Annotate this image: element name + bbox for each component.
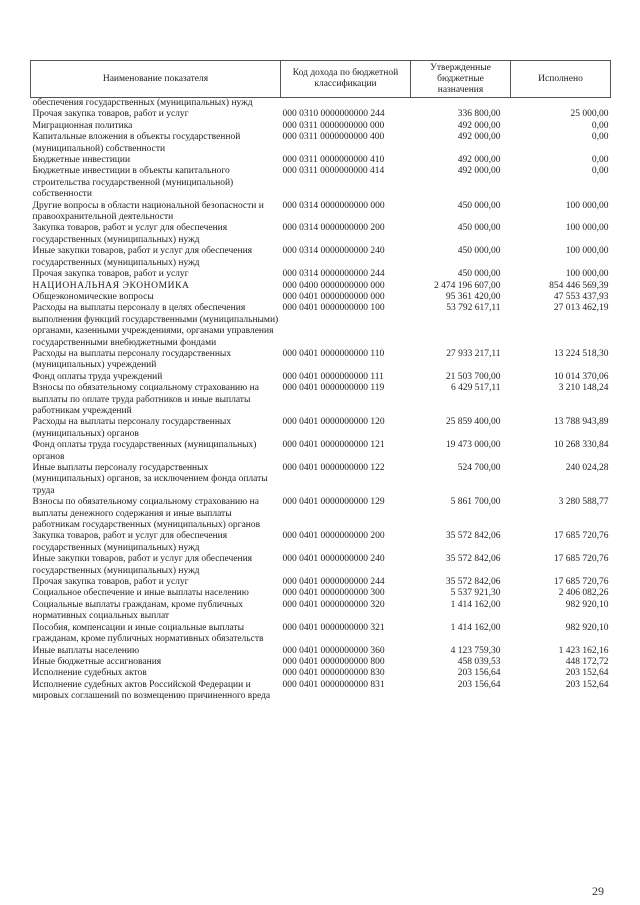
row-code-cell: 000 0401 0000000000 000 xyxy=(282,291,385,302)
table-row xyxy=(31,223,611,246)
header-classification-code: Код дохода по бюджетной классификации xyxy=(281,61,411,98)
row-code-cell: 000 0401 0000000000 244 xyxy=(282,577,385,588)
row-executed-cell: 982 920,10 xyxy=(565,599,609,610)
row-executed-cell: 17 685 720,76 xyxy=(553,577,609,588)
row-code-cell: 000 0401 0000000000 129 xyxy=(282,497,385,508)
row-name-cell: Бюджетные инвестиции в объекты капитального строительства государственной (муниципальной) собственности xyxy=(32,166,234,200)
page-number: 29 xyxy=(592,884,604,898)
row-name-cell: Иные выплаты населению xyxy=(32,645,140,656)
table-row xyxy=(31,577,611,588)
row-name-cell: Иные выплаты персоналу государственных (муниципальных) органов, за исключением фонда оплаты труда xyxy=(32,463,268,496)
row-executed-cell: 0,00 xyxy=(591,155,609,166)
row-approved-cell: 53 792 617,11 xyxy=(446,303,501,314)
row-name-cell: Прочая закупка товаров, работ и услуг xyxy=(32,109,189,120)
row-approved-cell: 458 039,53 xyxy=(457,656,501,667)
table-row xyxy=(31,246,611,269)
row-name-cell: Исполнение судебных актов xyxy=(32,668,147,679)
row-approved-cell: 203 156,64 xyxy=(457,679,501,690)
table-row xyxy=(31,554,611,577)
table-row xyxy=(31,680,611,703)
row-executed-cell: 3 210 148,24 xyxy=(558,383,609,394)
row-approved-cell: 336 800,00 xyxy=(457,109,501,120)
row-code-cell: 000 0401 0000000000 121 xyxy=(282,440,385,451)
table-row xyxy=(31,417,611,440)
row-executed-cell: 854 446 569,39 xyxy=(549,280,609,291)
row-name-cell: Закупка товаров, работ и услуг для обеспечения государственных (муниципальных) нужд xyxy=(32,223,228,245)
row-approved-cell xyxy=(411,98,511,110)
table-row xyxy=(31,155,611,166)
table-row xyxy=(31,588,611,599)
table-row xyxy=(31,600,611,623)
row-name-cell: Фонд оплаты труда учреждений xyxy=(32,371,163,382)
row-name-cell: Социальное обеспечение и иные выплаты населению xyxy=(32,588,249,599)
budget-execution-table xyxy=(30,60,611,703)
row-code-cell xyxy=(281,98,411,110)
row-code-cell: 000 0401 0000000000 830 xyxy=(282,668,385,679)
row-name-cell: Расходы на выплаты персоналу государственных (муниципальных) органов xyxy=(32,417,232,439)
row-executed-cell: 0,00 xyxy=(591,120,609,131)
row-executed-cell: 203 152,64 xyxy=(565,668,609,679)
row-approved-cell: 450 000,00 xyxy=(457,246,501,257)
header-approved-assignments: Утвержденные бюджетные назначения xyxy=(411,61,511,98)
row-executed-cell: 13 224 518,30 xyxy=(553,348,609,359)
table-row xyxy=(31,121,611,132)
table-row xyxy=(31,132,611,155)
row-code-cell: 000 0401 0000000000 240 xyxy=(282,554,385,565)
row-name-cell: Расходы на выплаты персоналу государственных (муниципальных) учреждений xyxy=(32,348,232,371)
row-name-cell: Прочая закупка товаров, работ и услуг xyxy=(32,577,189,588)
table-row xyxy=(31,109,611,120)
row-executed-cell: 2 406 082,26 xyxy=(558,588,609,599)
row-code-cell: 000 0314 0000000000 200 xyxy=(282,223,385,234)
row-code-cell: 000 0401 0000000000 122 xyxy=(282,463,385,473)
row-code-cell: 000 0311 0000000000 414 xyxy=(282,166,385,177)
row-executed-cell: 10 268 330,84 xyxy=(553,440,609,451)
row-code-cell: 000 0401 0000000000 200 xyxy=(282,531,385,542)
row-executed-cell: 203 152,64 xyxy=(565,679,609,690)
row-approved-cell: 4 123 759,30 xyxy=(450,645,501,656)
row-approved-cell: 27 933 217,11 xyxy=(446,348,501,359)
row-approved-cell: 35 572 842,06 xyxy=(445,554,501,565)
row-name-cell: Прочая закупка товаров, работ и услуг xyxy=(32,269,189,280)
row-name-cell: Другие вопросы в области национальной безопасности и правоохранительной деятельности xyxy=(32,200,264,223)
row-executed-cell: 17 685 720,76 xyxy=(553,554,609,565)
row-code-cell: 000 0401 0000000000 321 xyxy=(282,622,385,633)
row-executed-cell: 1 423 162,16 xyxy=(558,645,609,656)
row-name-cell: обеспечения государственных (муниципальных) нужд xyxy=(32,98,253,108)
row-approved-cell: 450 000,00 xyxy=(457,200,501,211)
row-name-cell: Иные закупки товаров, работ и услуг для обеспечения государственных (муниципальных) нужд xyxy=(32,554,253,576)
row-approved-cell: 35 572 842,06 xyxy=(445,531,501,542)
header-executed: Исполнено xyxy=(511,61,611,98)
table-row xyxy=(31,201,611,224)
row-executed-cell: 982 920,10 xyxy=(565,622,609,633)
row-code-cell: 000 0401 0000000000 320 xyxy=(282,599,385,610)
row-executed-cell: 100 000,00 xyxy=(565,269,609,280)
table-row xyxy=(31,166,611,200)
row-code-cell: 000 0401 0000000000 300 xyxy=(282,588,385,599)
row-name-cell: Бюджетные инвестиции xyxy=(32,155,131,166)
row-name-cell: Закупка товаров, работ и услуг для обеспечения государственных (муниципальных) нужд xyxy=(32,531,228,553)
table-row xyxy=(31,657,611,668)
table-row xyxy=(31,497,611,531)
row-name-cell: Пособия, компенсации и иные социальные выплаты гражданам, кроме публичных нормативных обязательств xyxy=(32,622,264,645)
table-row xyxy=(31,646,611,657)
row-code-cell: 000 0401 0000000000 119 xyxy=(282,383,385,394)
row-executed-cell xyxy=(511,98,611,110)
table-row xyxy=(31,292,611,303)
row-executed-cell: 100 000,00 xyxy=(565,246,609,257)
table-row xyxy=(31,269,611,280)
row-executed-cell: 0,00 xyxy=(591,132,609,143)
table-body xyxy=(31,98,611,703)
row-approved-cell: 1 414 162,00 xyxy=(450,599,501,610)
row-name-cell: Исполнение судебных актов Российской Федерации и мировых соглашений по возмещению причиненного вреда xyxy=(32,679,271,702)
row-approved-cell: 492 000,00 xyxy=(457,120,501,131)
table-row xyxy=(31,440,611,463)
row-name-cell: Иные закупки товаров, работ и услуг для обеспечения государственных (муниципальных) нужд xyxy=(32,246,253,268)
row-approved-cell: 450 000,00 xyxy=(457,269,501,280)
row-name-cell: Иные бюджетные ассигнования xyxy=(32,656,162,667)
row-executed-cell: 25 000,00 xyxy=(570,109,609,120)
row-approved-cell: 492 000,00 xyxy=(457,155,501,166)
row-code-cell: 000 0400 0000000000 000 xyxy=(282,280,385,291)
row-approved-cell: 492 000,00 xyxy=(457,132,501,143)
row-code-cell: 000 0311 0000000000 400 xyxy=(282,132,385,143)
row-code-cell: 000 0401 0000000000 100 xyxy=(282,303,385,314)
row-name-cell: Капитальные вложения в объекты государственной (муниципальной) собственности xyxy=(32,132,241,154)
row-approved-cell: 1 414 162,00 xyxy=(450,622,501,633)
table-row xyxy=(31,303,611,349)
table-row xyxy=(31,281,611,292)
row-approved-cell: 2 474 196 607,00 xyxy=(434,280,501,291)
table-header xyxy=(31,61,611,98)
row-name-cell: Взносы по обязательному социальному страхованию на выплаты по оплате труда работников и иные выплаты работникам учреждений xyxy=(32,383,259,416)
row-code-cell: 000 0401 0000000000 360 xyxy=(282,645,385,656)
row-name-cell: Фонд оплаты труда государственных (муниципальных) органов xyxy=(32,440,257,462)
row-name-cell: Миграционная политика xyxy=(32,120,133,131)
row-name-cell: Социальные выплаты гражданам, кроме публичных нормативных социальных выплат xyxy=(32,599,243,622)
table-row xyxy=(31,463,611,497)
table-row xyxy=(31,98,611,110)
row-code-cell: 000 0401 0000000000 111 xyxy=(282,371,384,382)
row-executed-cell: 47 553 437,93 xyxy=(553,291,609,302)
row-approved-cell: 19 473 000,00 xyxy=(445,440,501,451)
row-code-cell: 000 0314 0000000000 240 xyxy=(282,246,385,257)
row-code-cell: 000 0311 0000000000 000 xyxy=(282,120,385,131)
row-approved-cell: 6 429 517,11 xyxy=(450,383,501,394)
row-code-cell: 000 0401 0000000000 120 xyxy=(282,417,385,428)
row-approved-cell: 5 861 700,00 xyxy=(450,497,501,508)
row-name-cell: НАЦИОНАЛЬНАЯ ЭКОНОМИКА xyxy=(32,280,190,291)
table-row xyxy=(31,623,611,646)
header-indicator-name: Наименование показателя xyxy=(31,61,281,98)
row-executed-cell: 448 172,72 xyxy=(565,656,609,667)
row-approved-cell: 5 537 921,30 xyxy=(450,588,501,599)
table-row xyxy=(31,668,611,679)
table-row xyxy=(31,531,611,554)
row-executed-cell: 0,00 xyxy=(591,166,609,177)
row-executed-cell: 10 014 370,06 xyxy=(553,371,609,382)
row-approved-cell: 492 000,00 xyxy=(457,166,501,177)
row-code-cell: 000 0401 0000000000 800 xyxy=(282,656,385,667)
table-row xyxy=(31,349,611,372)
row-approved-cell: 21 503 700,00 xyxy=(445,371,501,382)
row-executed-cell: 240 024,28 xyxy=(565,463,609,473)
row-executed-cell: 17 685 720,76 xyxy=(553,531,609,542)
row-code-cell: 000 0401 0000000000 831 xyxy=(282,679,385,690)
table-row xyxy=(31,383,611,417)
row-code-cell: 000 0314 0000000000 000 xyxy=(282,200,385,211)
row-executed-cell: 100 000,00 xyxy=(565,200,609,211)
row-approved-cell: 95 361 420,00 xyxy=(445,291,501,302)
row-approved-cell: 25 859 400,00 xyxy=(445,417,501,428)
row-approved-cell: 524 700,00 xyxy=(457,463,501,473)
row-approved-cell: 450 000,00 xyxy=(457,223,501,234)
row-name-cell: Взносы по обязательному социальному страхованию на выплаты денежного содержания и иные выплаты работникам государственных (муниципальных) органов xyxy=(32,497,261,531)
row-code-cell: 000 0314 0000000000 244 xyxy=(282,269,385,280)
row-executed-cell: 27 013 462,19 xyxy=(553,303,609,314)
row-executed-cell: 3 280 588,77 xyxy=(558,497,609,508)
row-code-cell: 000 0401 0000000000 110 xyxy=(282,348,385,359)
row-name-cell: Общеэкономические вопросы xyxy=(32,291,154,302)
row-approved-cell: 203 156,64 xyxy=(457,668,501,679)
row-approved-cell: 35 572 842,06 xyxy=(445,577,501,588)
table-row xyxy=(31,372,611,383)
row-code-cell: 000 0311 0000000000 410 xyxy=(282,155,385,166)
row-executed-cell: 13 788 943,89 xyxy=(553,417,609,428)
row-executed-cell: 100 000,00 xyxy=(565,223,609,234)
row-name-cell: Расходы на выплаты персоналу в целях обеспечения выполнения функций государственными (муниципальными) органами, казенными учреждениями, органами управления государственными внебюджетными фондами xyxy=(32,303,279,348)
row-code-cell: 000 0310 0000000000 244 xyxy=(282,109,385,120)
